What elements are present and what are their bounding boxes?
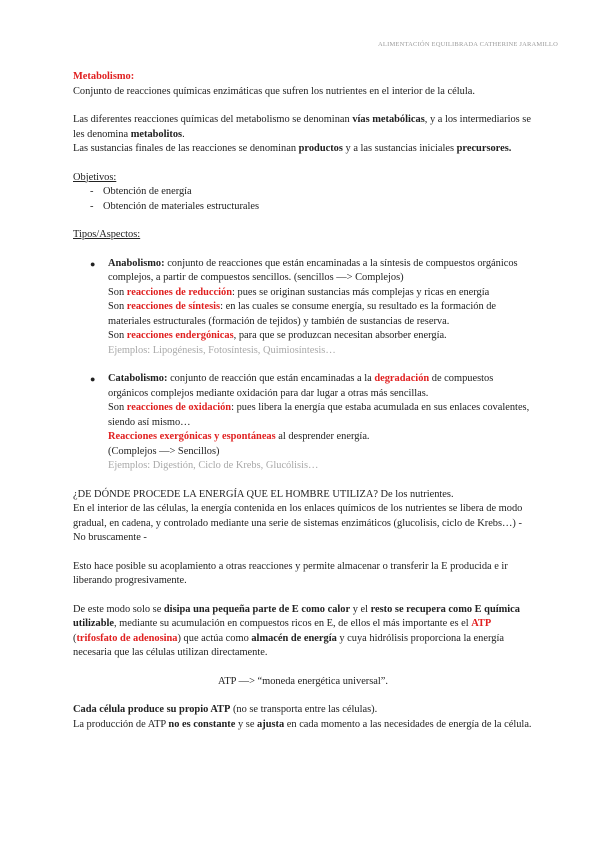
catabolismo-def: Catabolismo: conjunto de reacción que están encaminadas a la degradación de compuestos orgánicos complejos mediante oxidación para dar lugar a otras más sencillas. <box>108 373 494 399</box>
energia-paragraph-4: Cada célula produce su propio ATP (no se transporta entre las células). <box>73 704 378 715</box>
atp-moneda: ATP —> “moneda energética universal”. <box>217 675 389 687</box>
document-header: ALIMENTACIÓN EQUILIBRADA CATHERINE JARAMILLO <box>378 41 558 48</box>
anabolismo-endergonicas: Son reacciones endergónicas, para que se produzcan necesitan absorber energía. <box>108 330 447 341</box>
catabolismo-ejemplos: Ejemplos: Digestión, Ciclo de Krebs, Glucólisis… <box>108 460 319 471</box>
energia-paragraph-1: En el interior de las células, la energía contenida en los enlaces químicos de los nutrientes se libera de modo gradual, en cadena, y controlado mediante una serie de sistemas enzimáticos (glucolisis, ciclo de Krebs…) - No bruscamente - <box>73 503 523 543</box>
tipos-title: Tipos/Aspectos: <box>73 229 141 240</box>
energia-paragraph-5: La producción de ATP no es constante y se ajusta en cada momento a las necesidades de energía de la célula. <box>73 718 532 730</box>
catabolismo-section <box>73 372 533 474</box>
bullet-icon: ● <box>90 258 96 269</box>
energia-paragraph-3: De este modo solo se disipa una pequeña parte de E como calor y el resto se recupera como E química utilizable, mediante su acumulación en compuestos ricos en E, de ellos el más importante es el ATP (trifosfato de adenosina) que actúa como almacén de energía y cuya hidrólisis proporciona la energía necesaria que las células utilizan directamente. <box>73 603 520 658</box>
anabolismo-ejemplos: Ejemplos: Lipogénesis, Fotosíntesis, Quimiosíntesis… <box>108 344 336 356</box>
list-item: - Obtención de energía <box>73 185 533 200</box>
catabolismo-exergonicas: Reacciones exergónicas y espontáneas al desprender energía. <box>108 431 370 442</box>
list-item: - Obtención de materiales estructurales <box>73 200 533 215</box>
catabolismo-direction: (Complejos —> Sencillos) <box>108 445 220 457</box>
anabolismo-def: Anabolismo: conjunto de reacciones que están encaminadas a la síntesis de compuestos orgánicos complejos, a partir de compuestos sencillos. (sencillos —> Complejos) <box>108 257 518 283</box>
catabolismo-oxidacion: Son reacciones de oxidación: pues libera la energía que estaba acumulada en sus enlaces covalentes, siendo así mismo… <box>108 402 530 428</box>
energia-question: ¿DE DÓNDE PROCEDE LA ENERGÍA QUE EL HOMBRE UTILIZA? De los nutrientes. <box>73 488 454 500</box>
metabolismo-title: Metabolismo: <box>73 71 135 82</box>
anabolismo-section <box>73 257 533 359</box>
bullet-icon: ● <box>90 374 96 384</box>
energia-paragraph-2: Esto hace posible su acoplamiento a otras reacciones y permite almacenar o transferir la E producida e ir liberando progresivamente. <box>73 560 508 586</box>
objetivos-list <box>73 185 533 214</box>
objetivos-title: Objetivos: <box>73 171 117 183</box>
anabolismo-reduccion: Son reacciones de reducción: pues se originan sustancias más complejas y ricas en energía <box>108 286 490 298</box>
metabolismo-definition: Conjunto de reacciones químicas enzimáticas que sufren los nutrientes en el interior de la célula. <box>73 85 475 97</box>
vias-paragraph: Las diferentes reacciones químicas del metabolismo se denominan vías metabólicas, y a los intermediarios se les denomina metabolitos. <box>73 114 531 140</box>
anabolismo-sintesis: Son reacciones de síntesis: en las cuales se consume energía, su resultado es la formación de materiales estructurales (formación de tejidos) y también de sustancias de reserva. <box>108 301 497 327</box>
document-body <box>73 70 533 732</box>
productos-paragraph: Las sustancias finales de las reacciones se denominan productos y a las sustancias iniciales precursores. <box>73 143 512 154</box>
